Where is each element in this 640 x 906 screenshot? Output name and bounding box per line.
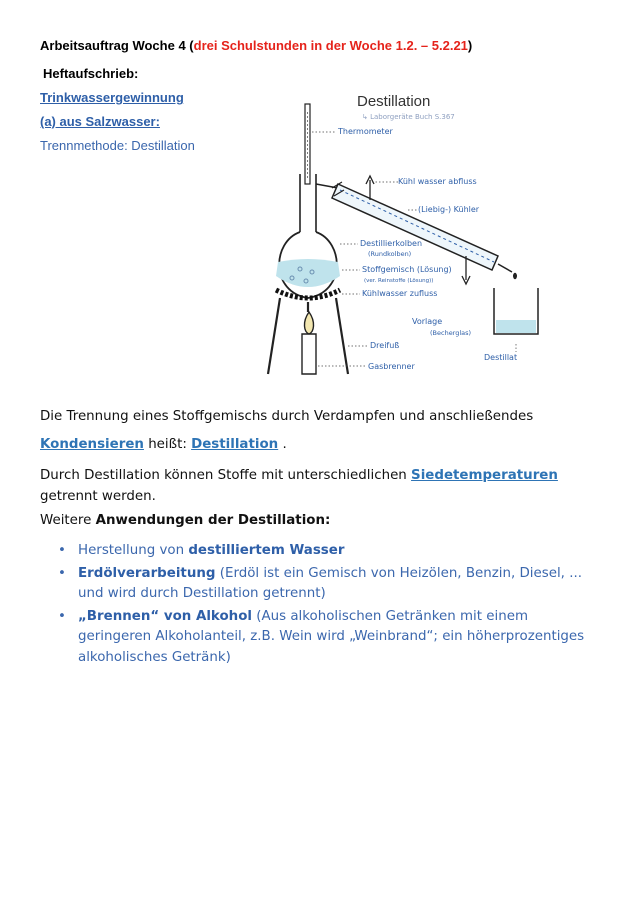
label-liebig: (Liebig-) Kühler: [418, 205, 480, 214]
beaker-icon: [494, 288, 538, 334]
definition-line2: Kondensieren heißt: Destillation .: [40, 437, 287, 452]
subtopic-heading: (a) aus Salzwasser:: [40, 114, 160, 129]
label-flask-sub: (Rundkolben): [368, 250, 412, 258]
separation-method: Trennmethode: Destillation: [40, 138, 195, 153]
topic-heading: Trinkwassergewinnung: [40, 90, 184, 105]
label-distillate: Destillat: [484, 353, 518, 362]
label-flask: Destillierkolben: [360, 239, 423, 248]
label-receiver: Vorlage: [412, 317, 443, 326]
definition-line1: Die Trennung eines Stoffgemischs durch Verdampfen und anschließendes: [40, 409, 534, 424]
applications-heading: Weitere Anwendungen der Destillation:: [40, 513, 331, 528]
label-thermometer: Thermometer: [338, 127, 393, 136]
list-item: • „Brennen“ von Alkohol (Aus alkoholischen Getränken mit einem geringeren Alkoholanteil, z.B. Wein wird „Weinbrand“; ein höherprozentiges alkoholisches Getränk): [58, 608, 585, 665]
gas-burner-icon: [302, 312, 316, 374]
bullet-icon: •: [58, 565, 66, 581]
flask-icon: [276, 174, 340, 298]
term-destillation: Destillation: [191, 437, 279, 452]
term-kondensieren: Kondensieren: [40, 437, 144, 452]
applications-list: [58, 541, 598, 670]
schedule-text: drei Schulstunden in der Woche 1.2. – 5.2.21: [193, 38, 468, 53]
list-item: • Herstellung von destilliertem Wasser: [58, 541, 598, 562]
bullet-icon: •: [58, 543, 66, 558]
distillation-diagram: [262, 84, 542, 379]
label-tripod: Dreifuß: [370, 341, 400, 350]
assignment-header: Arbeitsauftrag Woche 4 (drei Schulstunden in der Woche 1.2. – 5.2.21): [40, 38, 473, 53]
label-mixture-sub: (ver. Reinstoffe (Lösung)): [364, 278, 434, 284]
label-inflow: Kühlwasser zufluss: [362, 289, 438, 298]
label-outflow: Kühl wasser abfluss: [398, 177, 477, 186]
list-item: • Erdölverarbeitung (Erdöl ist ein Gemisch von Heizölen, Benzin, Diesel, ... und wird durch Destillation getrennt): [58, 565, 582, 601]
term-siedetemperaturen: Siedetemperaturen: [411, 468, 558, 483]
label-mixture: Stoffgemisch (Lösung): [362, 265, 452, 274]
bullet-icon: •: [58, 608, 66, 624]
diagram-title: Destillation: [357, 93, 431, 110]
diagram-note: ↳ Laborgeräte Buch S.367: [362, 113, 455, 121]
boiling-point-paragraph: Durch Destillation können Stoffe mit unterschiedlichen Siedetemperaturen getrennt werden.: [40, 468, 558, 504]
label-burner: Gasbrenner: [368, 362, 415, 371]
subtitle: Heftaufschrieb:: [43, 66, 139, 81]
thermometer-icon: [305, 104, 310, 184]
label-receiver-sub: (Becherglas): [430, 329, 472, 337]
